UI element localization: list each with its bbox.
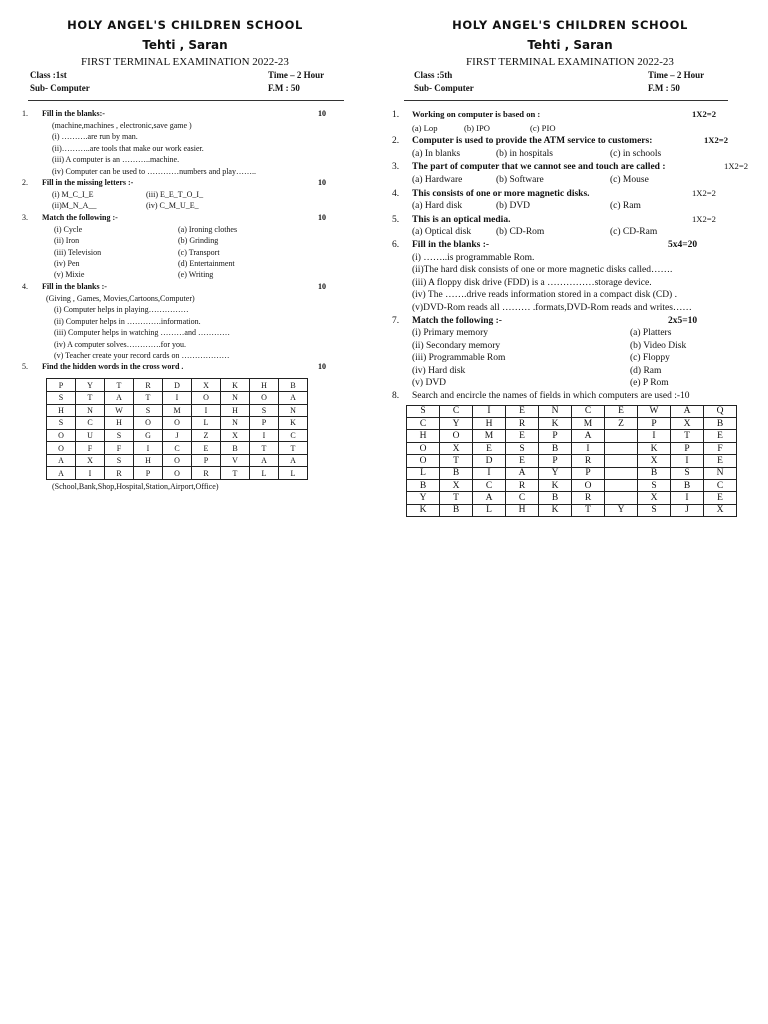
exam-title: FIRST TERMINAL EXAMINATION 2022-23 — [81, 56, 289, 68]
grid-row — [47, 404, 308, 417]
grid-cell: O — [134, 417, 163, 430]
grid-cell: T — [279, 442, 308, 455]
question-list — [392, 108, 748, 517]
grid-cell: E — [506, 430, 539, 442]
grid-cell: U — [76, 429, 105, 442]
grid-row — [407, 455, 737, 467]
grid-cell: B — [671, 480, 704, 492]
crossword-grid — [46, 378, 308, 480]
question-8-title: Search and encircle the names of fields in which computers are used :-10 — [412, 391, 690, 402]
header-divider — [28, 100, 344, 101]
blank-item: (i) Computer helps in playing…………… — [54, 305, 189, 315]
grid-cell: F — [76, 442, 105, 455]
grid-cell: T — [671, 430, 704, 442]
grid-cell: A — [572, 430, 605, 442]
question-4-heading: 4. This consists of one or more magnetic disks. 1X2=2 — [392, 187, 748, 201]
grid-cell: A — [250, 454, 279, 467]
grid-cell: N — [221, 417, 250, 430]
question-4-title: Fill in the blanks :- — [42, 281, 107, 291]
grid-cell: E — [506, 455, 539, 467]
grid-cell: S — [671, 467, 704, 479]
grid-cell: T — [105, 379, 134, 392]
grid-cell: I — [76, 467, 105, 480]
school-location: Tehti , Saran — [527, 38, 613, 52]
grid-cell: I — [572, 442, 605, 454]
match-row: (i) Primary memory (a) Platters — [412, 328, 672, 339]
grid-cell: A — [671, 405, 704, 417]
match-row: (iv) Hard disk (d) Ram — [412, 365, 662, 376]
blank-item: (iii) A computer is an ………..machine. — [52, 155, 180, 165]
grid-cell: S — [638, 480, 671, 492]
question-4-options: (Giving , Games, Movies,Cartoons,Computer) — [46, 293, 195, 303]
grid-cell: O — [407, 455, 440, 467]
grid-cell: P — [539, 430, 572, 442]
grid-cell: S — [250, 404, 279, 417]
blank-item: (iv) A computer solves………….for you. — [54, 339, 186, 349]
grid-cell: T — [440, 455, 473, 467]
grid-cell: I — [473, 467, 506, 479]
grid-cell: M — [163, 404, 192, 417]
grid-cell: B — [407, 480, 440, 492]
grid-cell: R — [572, 455, 605, 467]
question-5-title: Find the hidden words in the cross word . — [42, 362, 184, 372]
grid-cell: C — [473, 480, 506, 492]
missing-letters-row: (ii)M_N_A__ (iv) C_M_U_E_ — [52, 201, 199, 211]
grid-cell: P — [572, 467, 605, 479]
grid-cell: C — [76, 417, 105, 430]
grid-cell: T — [250, 442, 279, 455]
grid-cell: E — [473, 442, 506, 454]
grid-row — [47, 391, 308, 404]
grid-row — [407, 405, 737, 417]
grid-cell: P — [539, 455, 572, 467]
grid-cell: A — [47, 467, 76, 480]
question-6-heading: 6. Fill in the blanks :- 5x4=20 — [392, 239, 748, 252]
grid-cell: C — [572, 405, 605, 417]
grid-cell: X — [192, 379, 221, 392]
grid-cell — [605, 455, 638, 467]
grid-cell: X — [638, 455, 671, 467]
grid-row — [47, 442, 308, 455]
match-row: (ii) Secondary memory (b) Video Disk — [412, 340, 687, 351]
grid-cell: S — [506, 442, 539, 454]
grid-cell: E — [192, 442, 221, 455]
grid-cell: O — [47, 442, 76, 455]
grid-cell: H — [506, 504, 539, 516]
grid-row — [407, 467, 737, 479]
crossword-word-list: (School,Bank,Shop,Hospital,Station,Airport,Office) — [52, 482, 219, 492]
grid-cell: C — [407, 418, 440, 430]
grid-cell: I — [163, 391, 192, 404]
question-3-marks: 10 — [318, 212, 326, 222]
grid-row — [47, 379, 308, 392]
grid-cell: G — [134, 429, 163, 442]
blank-item: (iv) The …….drive reads information stored in a compact disk (CD) . — [412, 290, 677, 301]
full-marks-label: F.M : 50 — [268, 83, 300, 93]
question-5-marks: 10 — [318, 362, 326, 372]
grid-cell: O — [192, 391, 221, 404]
grid-cell: N — [539, 405, 572, 417]
grid-cell: H — [105, 417, 134, 430]
grid-cell: H — [47, 404, 76, 417]
blank-item: (iv) Computer can be used to …………numbers and play…….. — [52, 166, 256, 176]
grid-cell: D — [163, 379, 192, 392]
school-location: Tehti , Saran — [142, 38, 228, 52]
grid-cell: J — [671, 504, 704, 516]
grid-cell: P — [250, 417, 279, 430]
grid-cell: N — [76, 404, 105, 417]
grid-row — [47, 429, 308, 442]
grid-cell: M — [572, 418, 605, 430]
question-6-marks: 5x4=20 — [668, 239, 698, 250]
grid-cell: Y — [407, 492, 440, 504]
grid-cell: X — [440, 480, 473, 492]
grid-cell: L — [250, 467, 279, 480]
question-4-options: (a) Hard disk (b) DVD (c) Ram — [412, 201, 641, 212]
grid-cell: Z — [192, 429, 221, 442]
grid-cell: B — [221, 442, 250, 455]
full-marks-label: F.M : 50 — [648, 83, 680, 93]
grid-cell: N — [221, 391, 250, 404]
grid-cell: S — [105, 454, 134, 467]
grid-cell: K — [221, 379, 250, 392]
grid-cell: L — [192, 417, 221, 430]
grid-cell: B — [440, 504, 473, 516]
grid-cell: R — [506, 418, 539, 430]
grid-cell: P — [134, 467, 163, 480]
grid-row — [47, 467, 308, 480]
grid-cell: L — [407, 467, 440, 479]
question-2-title: Fill in the missing letters :- — [42, 178, 134, 188]
subject-label: Sub- Computer — [30, 83, 90, 93]
grid-cell: H — [473, 418, 506, 430]
question-5-heading: 5. Find the hidden words in the cross word . 10 — [22, 361, 348, 373]
grid-cell: E — [704, 492, 737, 504]
question-1-options: (a) Lop (b) IPO (c) PIO — [412, 122, 556, 133]
grid-cell: P — [638, 418, 671, 430]
question-7-title: Match the following :- — [412, 315, 502, 326]
grid-cell: O — [572, 480, 605, 492]
grid-cell: X — [440, 442, 473, 454]
grid-cell: T — [221, 467, 250, 480]
blank-item: (v) Teacher create your record cards on ……………… — [54, 350, 230, 360]
blank-item: (i) ……..is programmable Rom. — [412, 252, 535, 263]
grid-cell: O — [407, 442, 440, 454]
grid-cell: W — [638, 405, 671, 417]
grid-cell: T — [572, 504, 605, 516]
grid-cell: A — [105, 391, 134, 404]
question-4-title: This consists of one or more magnetic disks. — [412, 188, 590, 199]
grid-row — [47, 417, 308, 430]
grid-cell: I — [473, 405, 506, 417]
grid-cell: Z — [605, 418, 638, 430]
grid-cell — [605, 430, 638, 442]
grid-row — [407, 504, 737, 516]
grid-cell: I — [250, 429, 279, 442]
grid-row — [407, 442, 737, 454]
grid-cell: B — [279, 379, 308, 392]
grid-cell: Y — [539, 467, 572, 479]
grid-cell: J — [163, 429, 192, 442]
blank-item: (i) ……….are run by man. — [52, 132, 138, 142]
question-2-heading: 2. Computer is used to provide the ATM service to customers: 1X2=2 — [392, 134, 748, 148]
school-name: HOLY ANGEL'S CHILDREN SCHOOL — [67, 18, 303, 32]
grid-cell: O — [163, 417, 192, 430]
grid-cell: O — [163, 467, 192, 480]
question-3-heading: 3. Match the following :- 10 — [22, 212, 348, 224]
grid-cell: K — [539, 504, 572, 516]
grid-cell: A — [473, 492, 506, 504]
grid-cell: M — [473, 430, 506, 442]
grid-cell: Q — [704, 405, 737, 417]
grid-cell: X — [704, 504, 737, 516]
blank-item: (ii)The hard disk consists of one or more magnetic disks called……. — [412, 265, 673, 276]
question-3-options: (a) Hardware (b) Software (c) Mouse — [412, 174, 649, 185]
grid-cell: P — [47, 379, 76, 392]
grid-cell: S — [134, 404, 163, 417]
grid-cell: I — [671, 492, 704, 504]
grid-cell: X — [76, 454, 105, 467]
question-7-marks: 2x5=10 — [668, 315, 698, 326]
grid-cell: C — [279, 429, 308, 442]
grid-cell: B — [638, 467, 671, 479]
match-row: (iii) Programmable Rom (c) Floppy — [412, 353, 670, 364]
grid-cell: F — [704, 442, 737, 454]
header-divider — [404, 100, 728, 101]
grid-cell: S — [407, 405, 440, 417]
grid-cell: Y — [605, 504, 638, 516]
grid-cell: S — [105, 429, 134, 442]
question-2-options: (a) In blanks (b) in hospitals (c) in schools — [412, 148, 662, 159]
grid-cell: N — [279, 404, 308, 417]
grid-cell: X — [221, 429, 250, 442]
grid-row — [407, 492, 737, 504]
grid-cell: C — [704, 480, 737, 492]
grid-cell — [605, 442, 638, 454]
grid-cell: X — [671, 418, 704, 430]
grid-cell: O — [163, 454, 192, 467]
grid-cell: I — [671, 455, 704, 467]
exam-meta — [30, 69, 338, 95]
grid-cell: H — [407, 430, 440, 442]
class-label: Class :1st — [30, 70, 67, 80]
grid-cell: R — [192, 467, 221, 480]
blank-item: (iii) A floppy disk drive (FDD) is a ……………storage device. — [412, 277, 652, 288]
grid-cell: C — [440, 405, 473, 417]
grid-cell: V — [221, 454, 250, 467]
question-1-marks: 1X2=2 — [692, 109, 716, 119]
time-label: Time – 2 Hour — [268, 70, 325, 80]
grid-cell: H — [221, 404, 250, 417]
match-row: (v) Mixie (e) Writing — [54, 270, 214, 280]
grid-cell: B — [704, 418, 737, 430]
grid-cell: R — [572, 492, 605, 504]
question-1-options: (machine,machines , electronic,save game ) — [52, 121, 192, 130]
grid-cell: T — [134, 391, 163, 404]
match-row: (iv) Pen (d) Entertainment — [54, 259, 235, 269]
grid-cell — [605, 467, 638, 479]
blank-item: (v)DVD-Rom reads all ……… .formats,DVD-Rom reads and writes…… — [412, 302, 692, 313]
grid-cell: A — [47, 454, 76, 467]
grid-cell: C — [506, 492, 539, 504]
blank-item: (ii)………..are tools that make our work easier. — [52, 143, 204, 153]
subject-label: Sub- Computer — [414, 83, 474, 93]
grid-cell: B — [440, 467, 473, 479]
grid-cell: I — [134, 442, 163, 455]
match-row: (v) DVD (e) P Rom — [412, 378, 669, 389]
grid-cell: B — [539, 442, 572, 454]
class-label: Class :5th — [414, 70, 453, 80]
question-6-title: Fill in the blanks :- — [412, 239, 490, 250]
grid-cell: K — [279, 417, 308, 430]
grid-cell: O — [440, 430, 473, 442]
grid-row — [47, 454, 308, 467]
question-2-title: Computer is used to provide the ATM service to customers: — [412, 136, 653, 147]
grid-cell: K — [539, 480, 572, 492]
question-3-title: The part of computer that we cannot see and touch are called : — [412, 162, 666, 173]
grid-row — [407, 480, 737, 492]
grid-cell: K — [638, 442, 671, 454]
grid-cell: K — [539, 418, 572, 430]
question-3-heading: 3. The part of computer that we cannot see and touch are called : 1X2=2 — [392, 161, 748, 173]
question-1-title: Fill in the blanks:- — [42, 109, 105, 118]
question-5-marks: 1X2=2 — [692, 213, 716, 224]
match-row: (ii) Iron (b) Grinding — [54, 236, 219, 246]
grid-cell: C — [163, 442, 192, 455]
grid-row — [407, 418, 737, 430]
question-2-heading: 2. Fill in the missing letters :- 10 — [22, 177, 348, 189]
grid-cell: H — [134, 454, 163, 467]
grid-cell: E — [704, 430, 737, 442]
question-1-marks: 10 — [318, 109, 326, 118]
question-5-options: (a) Optical disk (b) CD-Rom (c) CD-Ram — [412, 227, 658, 238]
question-1-heading: 1. Working on computer is based on : 1X2=2 — [392, 108, 748, 122]
question-3-marks: 1X2=2 — [724, 161, 748, 172]
blank-item: (iii) Computer helps in watching ………and ………… — [54, 328, 230, 338]
grid-cell: E — [704, 455, 737, 467]
grid-cell: Y — [76, 379, 105, 392]
grid-cell: E — [506, 405, 539, 417]
grid-cell: B — [539, 492, 572, 504]
question-4-marks: 10 — [318, 281, 326, 291]
question-2-marks: 1X2=2 — [704, 135, 728, 146]
grid-cell: T — [440, 492, 473, 504]
grid-cell: K — [407, 504, 440, 516]
grid-cell: T — [76, 391, 105, 404]
grid-cell: L — [473, 504, 506, 516]
grid-cell: I — [192, 404, 221, 417]
grid-cell: E — [605, 405, 638, 417]
grid-cell: O — [250, 391, 279, 404]
grid-cell: H — [250, 379, 279, 392]
grid-cell: F — [105, 442, 134, 455]
question-1-heading: 1. Fill in the blanks:- 10 — [22, 108, 348, 120]
question-1-title: Working on computer is based on : — [412, 109, 541, 119]
grid-cell: A — [279, 454, 308, 467]
question-4-heading: 4. Fill in the blanks :- 10 — [22, 281, 348, 293]
grid-cell: Y — [440, 418, 473, 430]
question-5-title: This is an optical media. — [412, 214, 511, 225]
grid-cell: P — [671, 442, 704, 454]
grid-row — [407, 430, 737, 442]
grid-cell: S — [638, 504, 671, 516]
grid-cell: S — [47, 417, 76, 430]
missing-letters-row: (i) M_C_I_E (iii) E_E_T_O_I_ — [52, 190, 204, 200]
grid-cell: A — [279, 391, 308, 404]
grid-cell: A — [506, 467, 539, 479]
question-list — [22, 108, 348, 492]
grid-cell: R — [134, 379, 163, 392]
exam-meta — [414, 69, 718, 95]
question-8-heading: 8. Search and encircle the names of fields in which computers are used :-10 — [392, 390, 748, 403]
question-2-marks: 10 — [318, 178, 326, 188]
grid-cell: D — [473, 455, 506, 467]
grid-cell: R — [105, 467, 134, 480]
grid-cell: W — [105, 404, 134, 417]
exam-title: FIRST TERMINAL EXAMINATION 2022-23 — [466, 56, 674, 68]
word-search-grid — [406, 405, 737, 518]
match-row: (iii) Television (c) Transport — [54, 247, 220, 257]
grid-cell: R — [506, 480, 539, 492]
time-label: Time – 2 Hour — [648, 70, 705, 80]
grid-cell: S — [47, 391, 76, 404]
blank-item: (ii) Computer helps in ………….information. — [54, 316, 201, 326]
question-3-title: Match the following :- — [42, 212, 118, 222]
match-row: (i) Cycle (a) Ironing clothes — [54, 224, 238, 234]
question-7-heading: 7. Match the following :- 2x5=10 — [392, 315, 748, 328]
grid-cell — [605, 492, 638, 504]
question-4-marks: 1X2=2 — [692, 187, 716, 198]
grid-cell — [605, 480, 638, 492]
grid-cell: X — [638, 492, 671, 504]
grid-cell: L — [279, 467, 308, 480]
question-5-heading: 5. This is an optical media. 1X2=2 — [392, 213, 748, 227]
grid-cell: I — [638, 430, 671, 442]
grid-cell: N — [704, 467, 737, 479]
school-name: HOLY ANGEL'S CHILDREN SCHOOL — [452, 18, 688, 32]
grid-cell: P — [192, 454, 221, 467]
grid-cell: O — [47, 429, 76, 442]
